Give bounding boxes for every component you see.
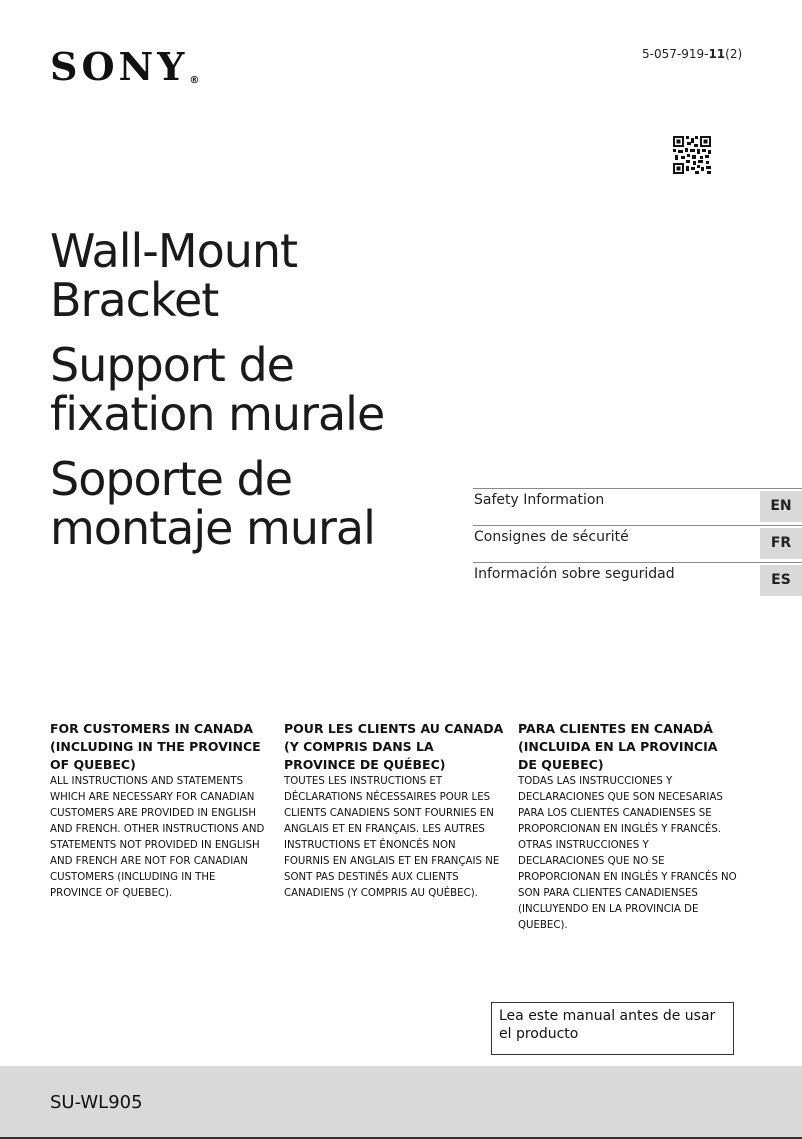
title-french-line-2: fixation murale (50, 387, 385, 441)
title-english (50, 224, 470, 327)
qr-code-icon (673, 136, 711, 174)
title-block (50, 224, 470, 555)
part-number-suffix: (2) (725, 47, 743, 61)
title-french-line-1: Support de (50, 338, 294, 392)
title-spanish (50, 452, 470, 555)
part-number (642, 47, 742, 61)
language-code-tab: EN (760, 491, 802, 522)
part-number-prefix: 5-057-919- (642, 47, 709, 61)
language-label: Información sobre seguridad (474, 566, 675, 582)
language-code-tab: FR (760, 528, 802, 559)
title-french (50, 338, 470, 441)
notice-heading: PARA CLIENTES EN CANADÁ (INCLUIDA EN LA PROVINCIA DE QUEBEC) (518, 721, 718, 772)
notice-body: ALL INSTRUCTIONS AND STATEMENTS WHICH ARE NECESSARY FOR CANADIAN CUSTOMERS ARE PROVIDED IN ENGLISH AND FRENCH. OTHER INSTRUCTIONS AND STATEMENTS NOT PROVIDED IN ENGLISH AND FRENCH ARE NOT FOR CANADIAN CUSTOMERS (INCLUDING IN THE PROVINCE OF QUEBEC). (50, 776, 265, 899)
notice-spanish (518, 720, 738, 934)
registered-mark: ® (189, 75, 200, 86)
language-label: Safety Information (474, 492, 605, 508)
language-row-fr (473, 525, 802, 562)
brand-name: SONY (50, 44, 189, 89)
title-english-line-2: Bracket (50, 273, 219, 327)
notice-english (50, 720, 270, 902)
notice-heading: FOR CUSTOMERS IN CANADA (INCLUDING IN THE PROVINCE OF QUEBEC) (50, 721, 261, 772)
language-code-tab: ES (760, 565, 802, 596)
notice-body: TODAS LAS INSTRUCCIONES Y DECLARACIONES QUE SON NECESARIAS PARA LOS CLIENTES CANADIENSES SE PROPORCIONAN EN INGLÉS Y FRANCÉS. OTRAS INSTRUCCIONES Y DECLARACIONES QUE NO SE PROPORCIONAN EN INGLÉS Y FRANCÉS NO SON PARA CLIENTES CANADIENSES (INCLUYENDO EN LA PROVINCIA DE QUEBEC). (518, 776, 737, 931)
sony-logo (50, 44, 200, 89)
language-row-en (473, 488, 802, 525)
part-number-revision: 11 (708, 47, 726, 61)
model-number: SU-WL905 (50, 1092, 143, 1113)
language-index (473, 488, 802, 599)
language-row-es (473, 562, 802, 599)
language-label: Consignes de sécurité (474, 529, 629, 545)
notice-body: TOUTES LES INSTRUCTIONS ET DÉCLARATIONS NÉCESSAIRES POUR LES CLIENTS CANADIENS SONT FOURNIES EN ANGLAIS ET EN FRANÇAIS. LES AUTRES INSTRUCTIONS ET ÉNONCÉS NON FOURNIS EN ANGLAIS ET EN FRANÇAIS NE SONT PAS DESTINÉS AUX CLIENTS CANADIENS (Y COMPRIS AU QUÉBEC). (284, 776, 500, 899)
title-spanish-line-1: Soporte de (50, 452, 293, 506)
read-manual-notice: Lea este manual antes de usar el producto (491, 1002, 734, 1055)
title-english-line-1: Wall-Mount (50, 224, 298, 278)
footer-band (0, 1066, 802, 1139)
notice-french (284, 720, 504, 902)
notice-heading: POUR LES CLIENTS AU CANADA (Y COMPRIS DANS LA PROVINCE DE QUÉBEC) (284, 721, 504, 772)
title-spanish-line-2: montaje mural (50, 501, 375, 555)
